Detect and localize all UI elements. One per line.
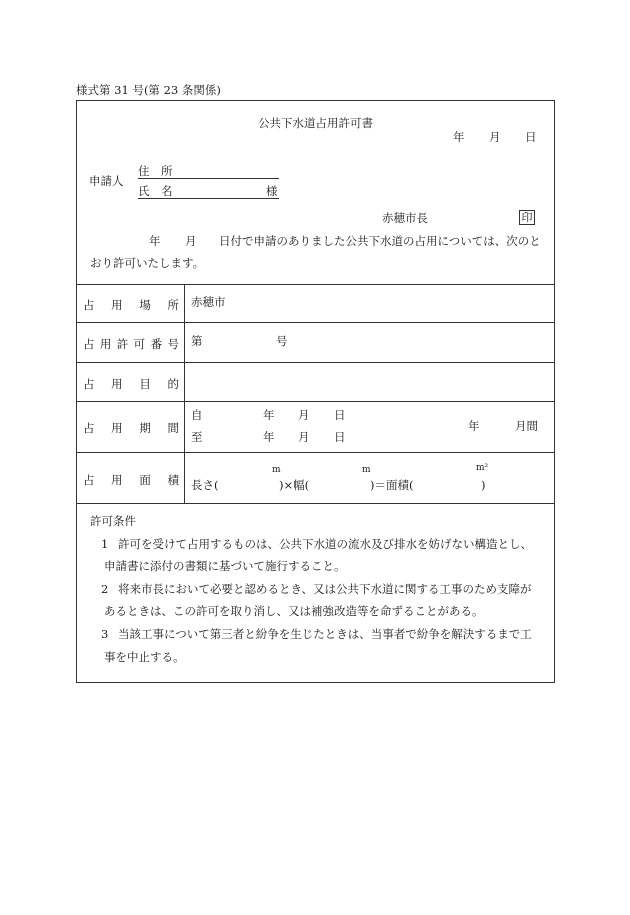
period-from-year: 年	[263, 408, 275, 422]
location-label: 占 用 場 所	[83, 298, 179, 312]
issue-date-month: 月	[489, 130, 501, 144]
condition-1-line2: 申請書に添付の書類に基づいて施行すること。	[104, 559, 346, 573]
condition-3-number: 3	[101, 627, 109, 641]
width-open: )×幅(	[279, 478, 310, 492]
table-line	[76, 362, 555, 363]
area-label: 占 用 面 積	[83, 473, 179, 487]
seal-stamp: 印	[519, 210, 535, 225]
period-to-day: 日	[334, 430, 346, 444]
length-open: 長さ(	[191, 478, 219, 492]
condition-3-line1: 当該工事について第三者と紛争を生じたときは、当事者で紛争を解決するまで工	[118, 627, 532, 641]
conditions-heading: 許可条件	[90, 514, 136, 528]
issue-date-day: 日	[525, 130, 537, 144]
permit-number-label: 占 用 許 可 番 号	[83, 337, 179, 351]
honorific: 様	[266, 184, 278, 198]
address-underline	[138, 178, 279, 179]
body-text-line1: 日付で申請のありました公共下水道の占用については、次のと	[219, 234, 541, 248]
issuer-title: 赤穂市長	[382, 211, 428, 225]
period-label: 占 用 期 間	[83, 421, 179, 435]
area-open: )＝面積(	[370, 478, 414, 492]
applicant-label: 申請人	[89, 174, 124, 188]
purpose-label: 占 用 目 的	[83, 377, 179, 391]
condition-2-number: 2	[101, 582, 109, 596]
form-number: 様式第 31 号(第 23 条関係)	[76, 83, 221, 97]
condition-3-line2: 事を中止する。	[104, 650, 185, 664]
period-from-label: 自	[191, 408, 203, 422]
name-label: 氏 名	[138, 184, 173, 198]
body-month: 月	[185, 234, 197, 248]
area-unit: m²	[476, 463, 489, 473]
table-line	[76, 322, 555, 323]
period-from-day: 日	[334, 408, 346, 422]
issue-date-year: 年	[453, 130, 465, 144]
document-title: 公共下水道占用許可書	[258, 116, 373, 130]
condition-2-line2: あるときは、この許可を取り消し、又は補強改造等を命ずることがある。	[104, 604, 484, 618]
period-total-months: 月間	[515, 419, 538, 433]
period-total-year: 年	[468, 419, 480, 433]
table-column-divider	[184, 284, 185, 503]
period-from-month: 月	[298, 408, 310, 422]
condition-1-line1: 許可を受けて占用するものは、公共下水道の流水及び排水を妨げない構造とし、	[118, 537, 532, 551]
permit-number-prefix: 第	[191, 334, 203, 348]
length-unit: m	[272, 465, 281, 475]
table-line	[76, 401, 555, 402]
table-line	[76, 284, 555, 285]
table-line	[76, 503, 555, 504]
period-to-label: 至	[191, 430, 203, 444]
period-to-year: 年	[263, 430, 275, 444]
condition-2-line1: 将来市長において必要と認めるとき、又は公共下水道に関する工事のため支障が	[118, 582, 532, 596]
permit-number-suffix: 号	[276, 334, 288, 348]
condition-1-number: 1	[101, 537, 109, 551]
area-close: )	[481, 478, 486, 492]
table-line	[76, 452, 555, 453]
address-label: 住 所	[138, 164, 173, 178]
body-text-line2: おり許可いたします。	[90, 256, 205, 270]
period-to-month: 月	[298, 430, 310, 444]
width-unit: m	[362, 465, 371, 475]
body-year: 年	[149, 234, 161, 248]
name-underline	[138, 198, 279, 199]
location-value: 赤穂市	[191, 295, 226, 309]
